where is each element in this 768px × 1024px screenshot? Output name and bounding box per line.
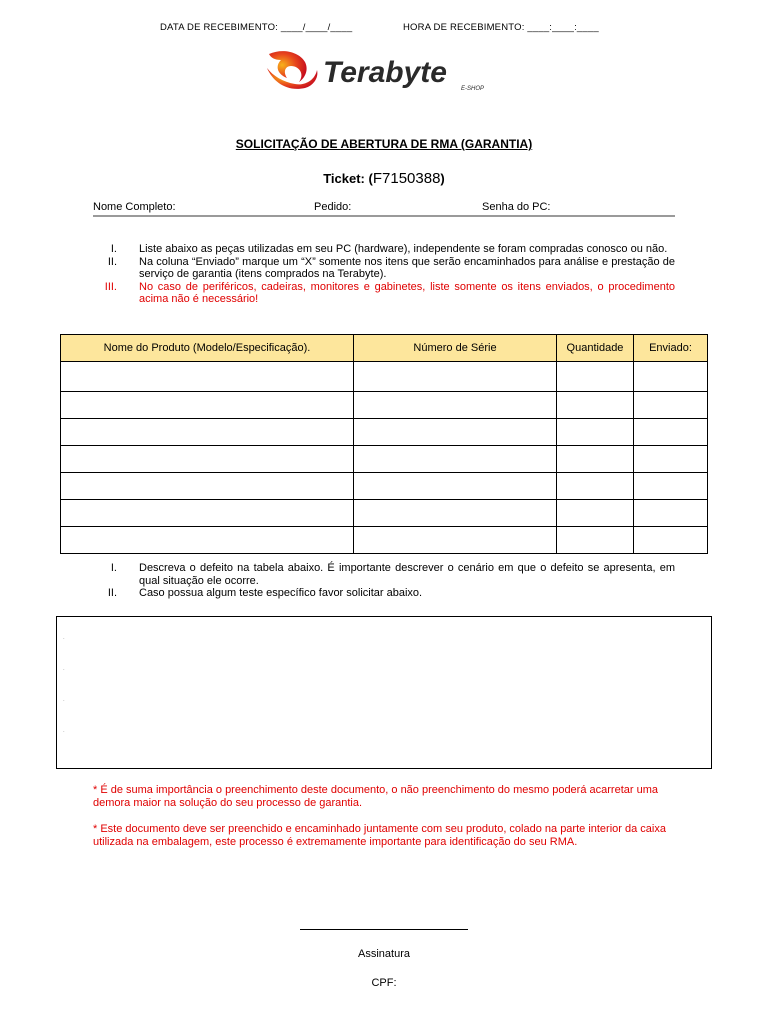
line-marker: . <box>63 728 65 734</box>
sent-cell[interactable] <box>634 500 708 527</box>
instruction-item <box>93 243 675 256</box>
line-marker: . <box>63 635 65 641</box>
instruction-number: I. <box>110 243 117 255</box>
table-row <box>61 392 708 419</box>
product-name-cell[interactable] <box>61 500 354 527</box>
col-sent: Enviado: <box>634 335 708 362</box>
svg-text:E-SHOP: E-SHOP <box>461 86 485 92</box>
product-name-cell[interactable] <box>61 473 354 500</box>
product-name-cell[interactable] <box>61 392 354 419</box>
full-name-label: Nome Completo: <box>93 201 176 213</box>
serial-number-cell[interactable] <box>354 362 557 392</box>
ticket-open-paren: ( <box>368 171 373 186</box>
instruction-text: Caso possua algum teste específico favor solicitar abaixo. <box>139 587 423 599</box>
quantity-cell[interactable] <box>557 446 634 473</box>
importance-note: * É de suma importância o preenchimento deste documento, o não preenchimento do mesmo poderá acarretar uma demora maior na solução do seu processo de garantia. <box>93 784 658 809</box>
sent-cell[interactable] <box>634 419 708 446</box>
cpf-label: CPF: <box>371 977 397 989</box>
serial-number-cell[interactable] <box>354 446 557 473</box>
product-name-cell[interactable] <box>61 419 354 446</box>
col-quantity: Quantidade <box>557 335 634 362</box>
serial-number-cell[interactable] <box>354 392 557 419</box>
col-product-name: Nome do Produto (Modelo/Especificação). <box>61 335 354 362</box>
ticket-close-paren: ) <box>440 171 445 186</box>
ticket-label: Ticket: <box>323 171 365 186</box>
quantity-cell[interactable] <box>557 473 634 500</box>
sent-cell[interactable] <box>634 473 708 500</box>
shipping-note: * Este documento deve ser preenchido e encaminhado juntamente com seu produto, colado na parte interior da caixa utilizada na embalagem, este processo é extremamente importante para identificação do seu RMA. <box>93 823 666 848</box>
instruction-text: No caso de periféricos, cadeiras, monitores e gabinetes, liste somente os itens enviados, o procedimento acima não é necessário! <box>139 280 675 305</box>
quantity-cell[interactable] <box>557 500 634 527</box>
ticket-line <box>0 170 768 187</box>
product-name-cell[interactable] <box>61 362 354 392</box>
instruction-number: III. <box>104 280 117 293</box>
receipt-date-field: DATA DE RECEBIMENTO: ____/____/____ <box>160 22 353 33</box>
signature-label: Assinatura <box>358 948 410 960</box>
line-marker: . <box>63 666 65 672</box>
products-table <box>60 334 708 554</box>
page-title: SOLICITAÇÃO DE ABERTURA DE RMA (GARANTIA) <box>235 137 533 151</box>
instruction-item <box>93 562 675 587</box>
sent-cell[interactable] <box>634 392 708 419</box>
serial-number-cell[interactable] <box>354 500 557 527</box>
instruction-item <box>93 256 675 281</box>
quantity-cell[interactable] <box>557 527 634 554</box>
customer-fields <box>93 200 675 217</box>
quantity-cell[interactable] <box>557 362 634 392</box>
line-marker: . <box>63 697 65 703</box>
defect-instruction-list <box>93 562 675 600</box>
table-row <box>61 527 708 554</box>
defect-description-box[interactable] <box>56 616 712 769</box>
quantity-cell[interactable] <box>557 419 634 446</box>
instruction-item-warning <box>93 281 675 306</box>
instruction-number: II. <box>107 587 117 599</box>
quantity-cell[interactable] <box>557 392 634 419</box>
instruction-text: Na coluna “Enviado” marque um “X” somente nos itens que serão encaminhados para análise e prestação de serviço de garantia (itens comprados na Terabyte). <box>139 255 675 280</box>
signature-line <box>300 929 468 930</box>
product-name-cell[interactable] <box>61 527 354 554</box>
sent-cell[interactable] <box>634 446 708 473</box>
product-name-cell[interactable] <box>61 446 354 473</box>
instruction-text: Liste abaixo as peças utilizadas em seu PC (hardware), independente se foram compradas conosco ou não. <box>139 243 668 255</box>
sent-cell[interactable] <box>634 362 708 392</box>
instruction-number: II. <box>107 255 117 268</box>
order-label: Pedido: <box>314 201 352 213</box>
instruction-item <box>93 587 675 600</box>
terabyte-logo <box>265 48 510 94</box>
table-header-row <box>61 335 708 362</box>
receipt-time-field: HORA DE RECEBIMENTO: ____:____:____ <box>403 22 599 33</box>
instruction-text: Descreva o defeito na tabela abaixo. É importante descrever o cenário em que o defeito se apresenta, em qual situação ele ocorre. <box>139 562 675 587</box>
instruction-list <box>93 243 675 306</box>
table-row <box>61 362 708 392</box>
instruction-number: I. <box>110 562 117 574</box>
col-serial-number: Número de Série <box>354 335 557 362</box>
ticket-number: F7150388 <box>372 170 441 187</box>
serial-number-cell[interactable] <box>354 419 557 446</box>
table-row <box>61 419 708 446</box>
sent-cell[interactable] <box>634 527 708 554</box>
table-row <box>61 473 708 500</box>
table-row <box>61 500 708 527</box>
table-row <box>61 446 708 473</box>
serial-number-cell[interactable] <box>354 527 557 554</box>
pc-password-label: Senha do PC: <box>482 201 551 213</box>
products-table-body <box>61 362 708 554</box>
serial-number-cell[interactable] <box>354 473 557 500</box>
svg-text:Terabyte: Terabyte <box>323 56 447 89</box>
